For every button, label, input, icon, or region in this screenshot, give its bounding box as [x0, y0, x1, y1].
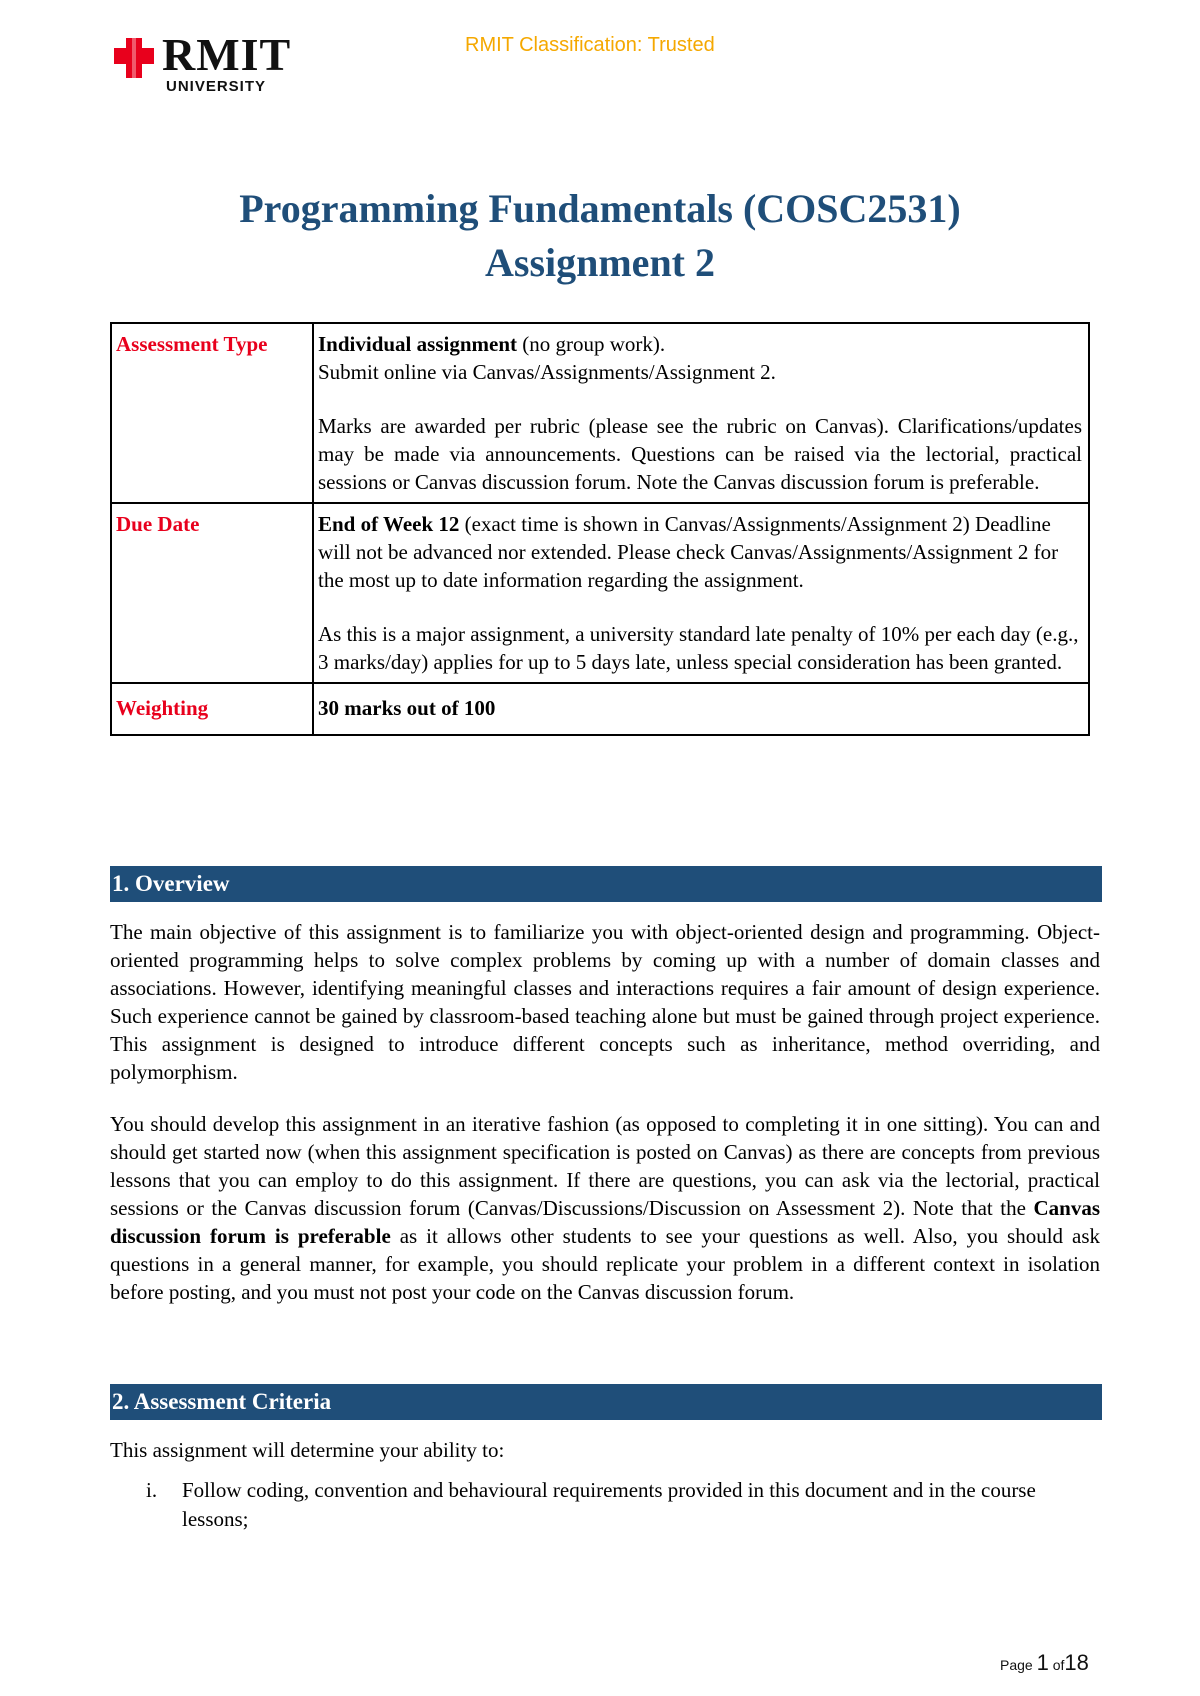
list-item-number: i. — [146, 1478, 158, 1502]
logo-wordmark: RMIT — [162, 29, 292, 80]
page-total: 18 — [1064, 1650, 1089, 1675]
due-date-bold: End of Week 12 — [318, 512, 460, 536]
weighting-value: 30 marks out of 100 — [313, 683, 1089, 735]
assessment-type-notes: Marks are awarded per rubric (please see the rubric on Canvas). Clarifications/updates may be made via announcements. Questions can be raised via the lectorial, practical sessions or Canvas discussion forum. Note the Canvas discussion forum is preferable. — [318, 414, 1082, 494]
title-line-1: Programming Fundamentals (COSC2531) — [239, 186, 961, 231]
list-item-text: Follow coding, convention and behavioural requirements provided in this document and in the course lessons; — [182, 1478, 1036, 1531]
table-row-due-date — [111, 503, 1089, 683]
page-number: 1 — [1036, 1650, 1049, 1675]
overview-heading-text: 1. Overview — [112, 871, 230, 896]
assessment-type-rest: (no group work). — [517, 332, 666, 356]
criteria-heading-text: 2. Assessment Criteria — [112, 1389, 332, 1414]
rmit-logo — [112, 29, 292, 100]
assessment-type-submit: Submit online via Canvas/Assignments/Assignment 2. — [318, 360, 776, 384]
assessment-info-table — [110, 322, 1090, 736]
overview-paragraph-1: The main objective of this assignment is to familiarize you with object-oriented design and programming. Object-oriented programming helps to solve complex problems by coming up with a number of domain classes and associations. However, identifying meaningful classes and interactions requires a fair amount of design experience. Such experience cannot be gained by classroom-based teaching alone but must be gained through project experience. This assignment is designed to introduce different concepts such as inheritance, method overriding, and polymorphism. — [110, 920, 1100, 1084]
rmit-pixel-icon — [112, 36, 156, 80]
assessment-type-value — [313, 323, 1089, 503]
page-word: Page — [1000, 1657, 1033, 1673]
due-date-rest: (exact time is shown in Canvas/Assignments/Assignment 2) Deadline will not be advanced nor extended. Please check Canvas/Assignments/Assignment 2 for the most up to date information regarding the assignment. — [318, 512, 1059, 592]
overview-p2-end: as it allows other students to see your questions as well. Also, you should ask questions in a general manner, for example, you should replicate your problem in a different context in isolation before posting, and you must not post your code on the Canvas discussion forum. — [110, 1224, 1100, 1304]
overview-paragraph-2 — [110, 1110, 1100, 1306]
due-date-penalty: As this is a major assignment, a university standard late penalty of 10% per each day (e.g., 3 marks/day) applies for up to 5 days late, unless special consideration has been granted. — [318, 622, 1079, 674]
weighting-label: Weighting — [111, 683, 313, 735]
overview-p2-start: You should develop this assignment in an iterative fashion (as opposed to completing it in one sitting). You can and should get started now (when this assignment specification is posted on Canvas) as there are concepts from previous lessons that you can employ to do this assignment. If there are questions, you can ask via the lectorial, practical sessions or the Canvas discussion forum (Canvas/Discussions/Discussion on Assessment 2). Note that the — [110, 1112, 1100, 1220]
of-word: of — [1052, 1657, 1065, 1673]
assessment-type-label: Assessment Type — [111, 323, 313, 503]
assessment-type-bold: Individual assignment — [318, 332, 517, 356]
table-row-weighting — [111, 683, 1089, 735]
due-date-value — [313, 503, 1089, 683]
logo-subtitle: UNIVERSITY — [166, 78, 267, 95]
overview-p2-bold: Canvas discussion forum is preferable — [110, 1196, 1100, 1248]
criteria-intro: This assignment will determine your ability to: — [110, 1438, 505, 1462]
document-title — [0, 182, 1200, 290]
section-heading-overview — [110, 866, 1102, 902]
table-row-assessment-type — [111, 323, 1089, 503]
title-line-2: Assignment 2 — [484, 240, 716, 285]
due-date-label: Due Date — [111, 503, 313, 683]
classification-label: RMIT Classification: Trusted — [465, 34, 715, 56]
section-heading-criteria — [110, 1384, 1102, 1420]
page-footer — [1000, 1650, 1089, 1676]
